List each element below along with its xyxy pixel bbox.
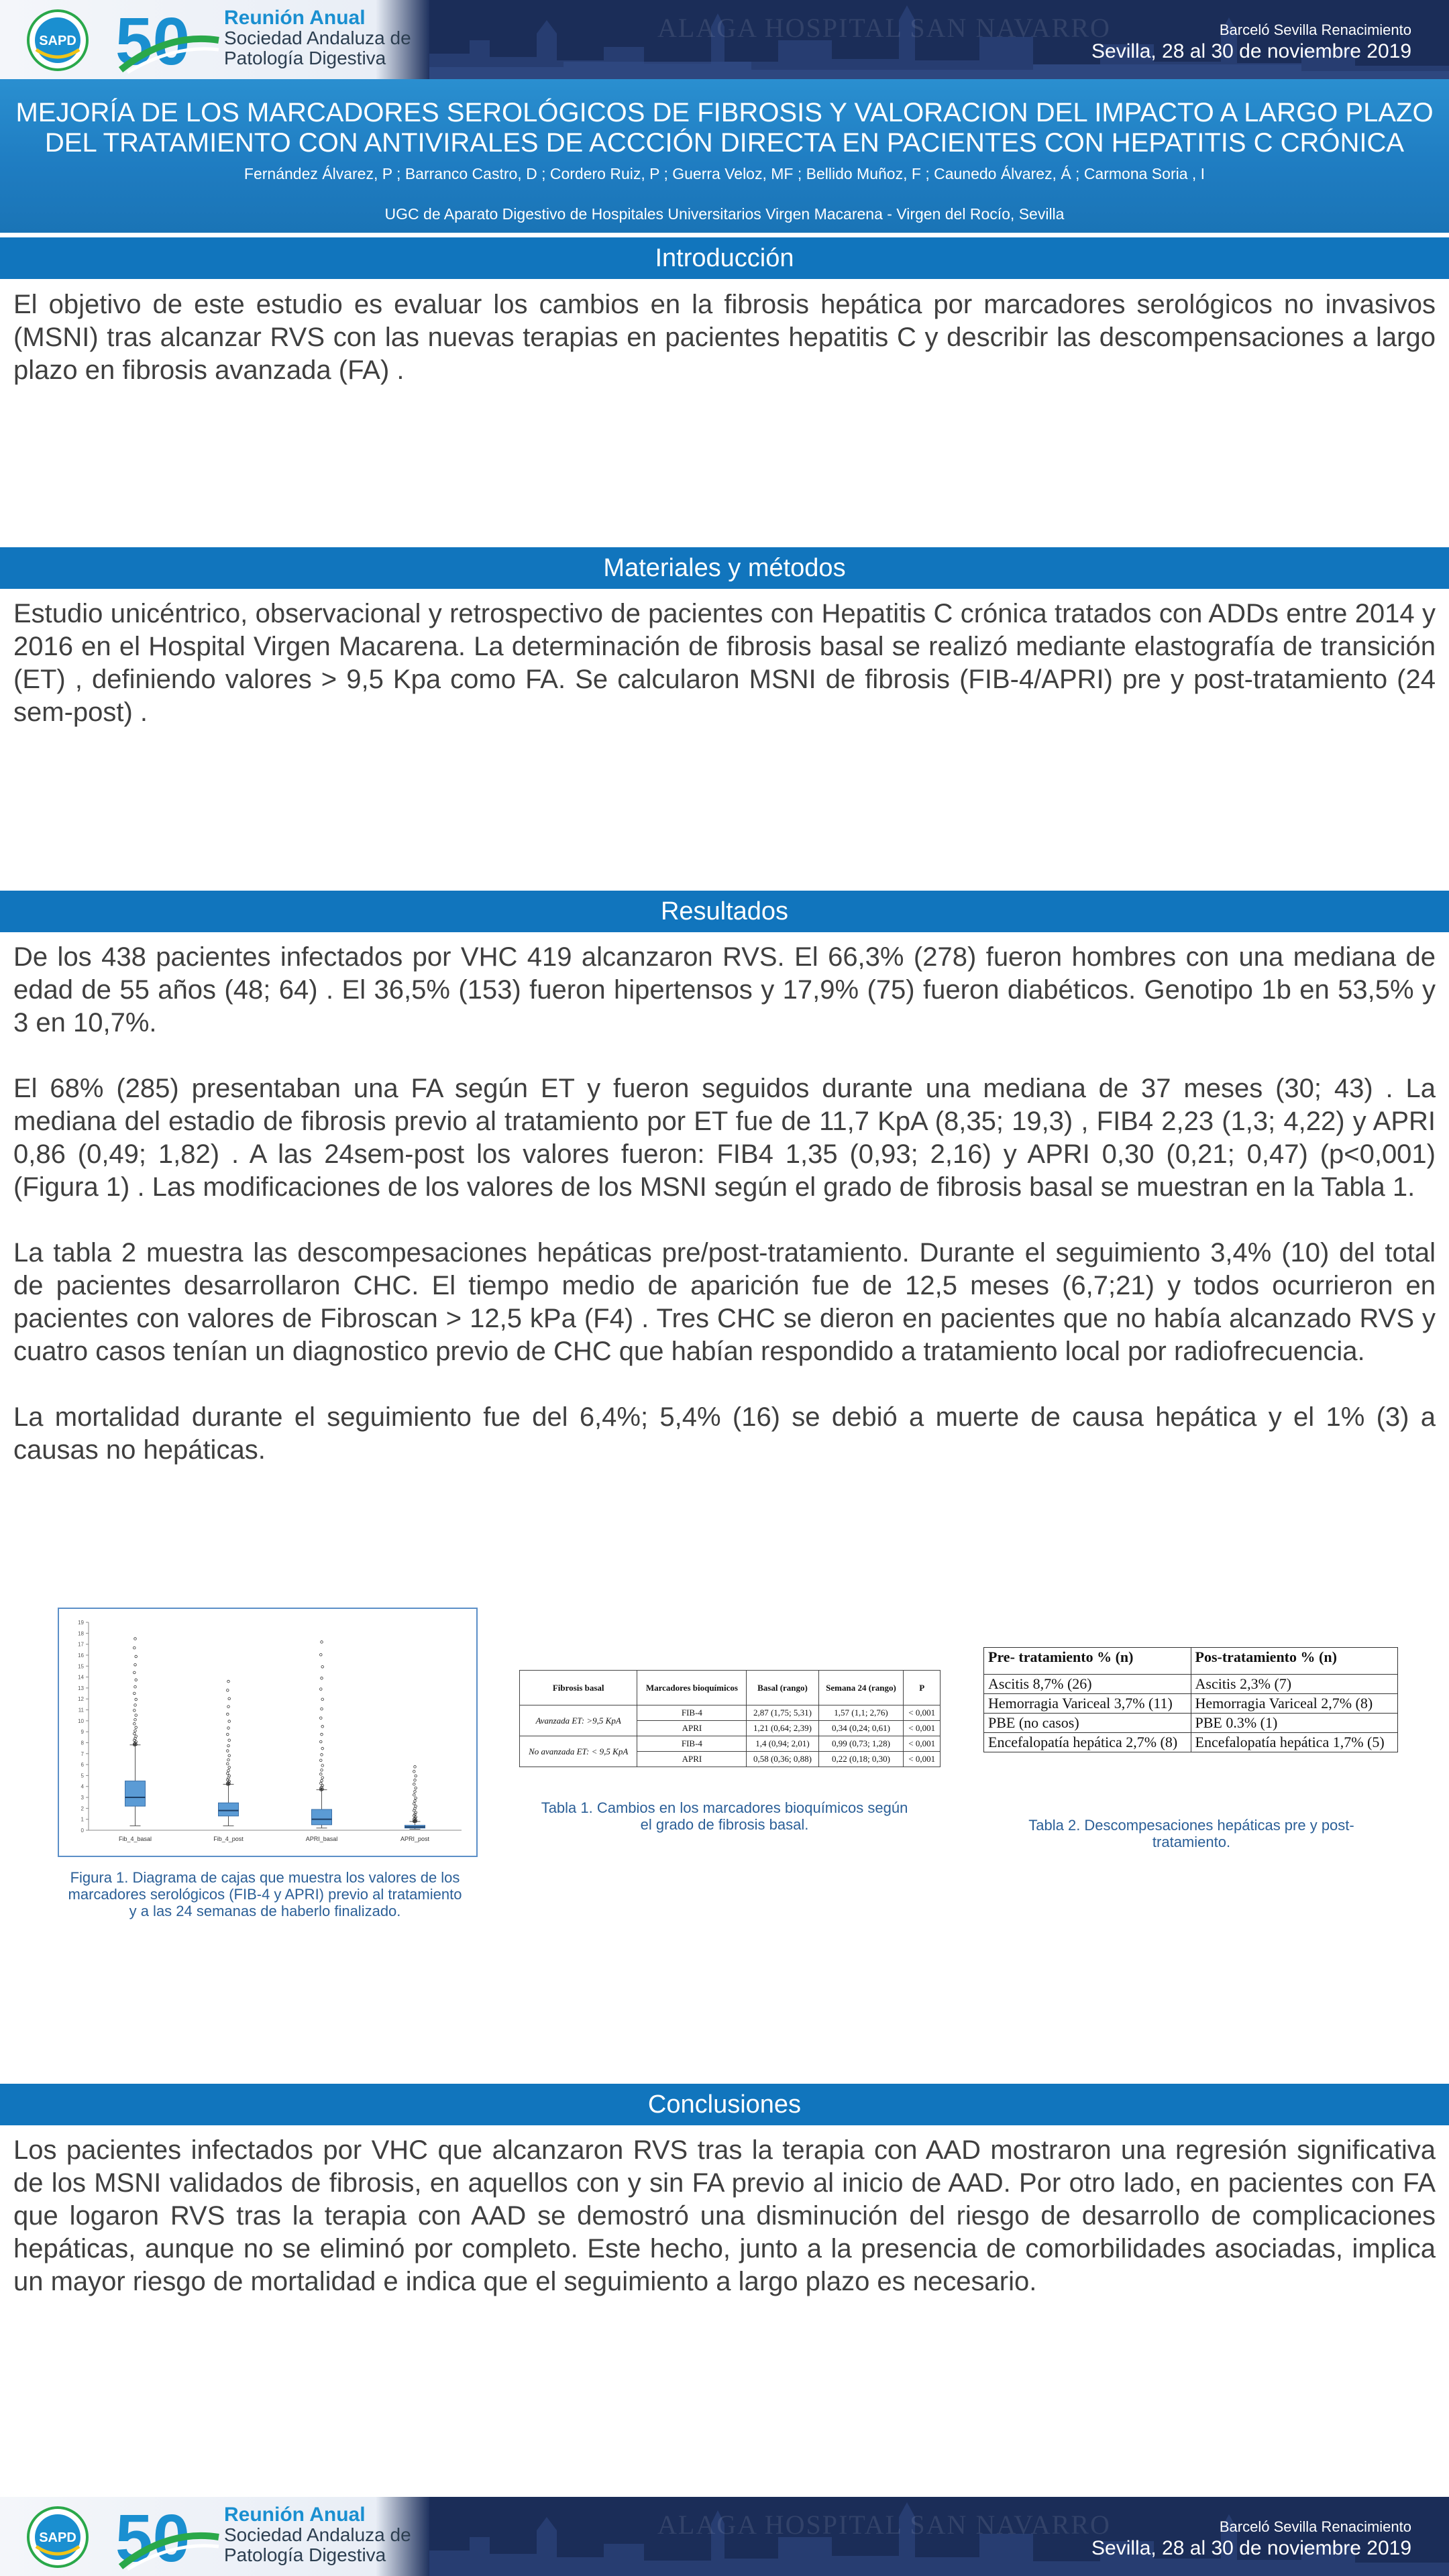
y-tick-label: 0: [80, 1828, 84, 1834]
table-cell: 0,99 (0,73; 1,28): [818, 1736, 904, 1752]
y-tick-label: 5: [80, 1773, 84, 1779]
outlier-point: [227, 1733, 229, 1736]
outlier-point: [227, 1689, 229, 1691]
logo-line-2: Sociedad Andaluza de: [224, 27, 411, 48]
x-category-label: Fib_4_basal: [118, 1836, 152, 1842]
outlier-point: [321, 1707, 323, 1710]
outlier-point: [415, 1775, 417, 1777]
outlier-point: [134, 1685, 137, 1688]
outlier-point: [413, 1783, 416, 1786]
outlier-point: [133, 1709, 136, 1712]
sapd-logo-icon: [27, 2506, 89, 2568]
section-heading-results: Resultados: [0, 891, 1449, 932]
outlier-point: [414, 1800, 417, 1803]
outlier-point: [320, 1740, 323, 1743]
table-1: [519, 1670, 941, 1767]
table-cell: FIB-4: [637, 1705, 747, 1721]
y-tick-label: 9: [80, 1729, 84, 1736]
table-cell: PBE 0.3% (1): [1191, 1714, 1398, 1733]
outlier-point: [414, 1766, 417, 1769]
outlier-point: [321, 1726, 324, 1728]
y-tick-label: 8: [80, 1740, 84, 1746]
table-cell: < 0,001: [904, 1736, 941, 1752]
outlier-point: [227, 1727, 230, 1730]
table-1-header-cell: Fibrosis basal: [520, 1671, 637, 1705]
figure-1-boxplot: [58, 1608, 478, 1857]
outlier-point: [321, 1698, 324, 1701]
table-2-header-row: [984, 1648, 1398, 1675]
outlier-point: [321, 1677, 323, 1680]
table-row: [984, 1675, 1398, 1694]
table-cell: 0,22 (0,18; 0,30): [818, 1752, 904, 1767]
table-1-header-cell: Basal (rango): [747, 1671, 818, 1705]
methods-paragraph: Estudio unicéntrico, observacional y retrospectivo de pacientes con Hepatitis C crónica tratados con ADDs entre 2014 y 2016 en el Hospital Virgen Macarena. La determinación de fibrosis basal se realizó mediante elastografía de transición (ET) , definiendo valores > 9,5 Kpa como FA. Se calcularon MSNI de fibrosis (FIB-4/APRI) pre y post-tratamiento (24 sem-post) .: [13, 599, 1436, 727]
outlier-point: [133, 1646, 136, 1649]
outlier-point: [228, 1775, 231, 1777]
outlier-point: [320, 1759, 323, 1762]
table-1-header-cell: Marcadores bioquímicos: [637, 1671, 747, 1705]
y-tick-label: 18: [78, 1630, 84, 1637]
outlier-point: [134, 1718, 137, 1721]
outlier-point: [228, 1739, 231, 1742]
outlier-point: [228, 1697, 231, 1700]
venue-info: [1091, 21, 1411, 63]
svg-text:50: 50: [115, 5, 191, 75]
table-1-group-label: Avanzada ET: >9,5 KpA: [520, 1705, 637, 1736]
table-cell: < 0,001: [904, 1752, 941, 1767]
table-cell: < 0,001: [904, 1705, 941, 1721]
table-cell: Ascitis 2,3% (7): [1191, 1675, 1398, 1694]
table-cell: FIB-4: [637, 1736, 747, 1752]
section-body-conclusions: [13, 2134, 1436, 2298]
table-cell: 1,57 (1,1; 2,76): [818, 1705, 904, 1721]
table-cell: 0,34 (0,24; 0,61): [818, 1721, 904, 1736]
outlier-point: [321, 1769, 323, 1771]
results-paragraph-3: La tabla 2 muestra las descompesaciones hepáticas pre/post-tratamiento. Durante el seguimiento 3,4% (10) del total de pacientes desarrollaron CHC. El tiempo medio de aparición fue de 12,5 meses (6,7;21) y todos ocurrieron en pacientes con valores de Fibroscan > 12,5 kPa (F4) . Tres CHC se dieron en pacientes que no había alcanzado RVS y cuatro casos tenían un diagnostico previo de CHC que habían respondido a tratamiento local por radiofrecuencia.: [13, 1238, 1436, 1366]
figure-1-caption: Figura 1. Diagrama de cajas que muestra los valores de los marcadores serológicos (FIB-4 y APRI) previo al tratamiento y a las 24 semanas de haberlo finalizado.: [68, 1869, 462, 1919]
venue-info: [1091, 2518, 1411, 2560]
table-cell: 2,87 (1,75; 5,31): [747, 1705, 818, 1721]
table-row: [984, 1733, 1398, 1752]
outlier-point: [227, 1750, 229, 1752]
table-1-header-row: [520, 1671, 941, 1705]
table-cell: Encefalopatía hepática 2,7% (8): [984, 1733, 1191, 1752]
table-row: [984, 1694, 1398, 1714]
outlier-point: [134, 1663, 137, 1666]
svg-text:SAPD: SAPD: [39, 34, 76, 48]
results-paragraph-2: El 68% (285) presentaban una FA según ET y fueron seguidos durante una mediana de 37 meses (30; 43) . La mediana del estadio de fibrosis previo al tratamiento por ET fue de 11,7 KpA (8,35; 19,3) , FIB4 2,23 (1,3; 4,22) y APRI 0,86 (0,49; 1,82) . A las 24sem-post los valores fueron: FIB4 1,35 (0,93; 2,16) y APRI 0,30 (0,21; 0,47) (p<0,001) (Figura 1) . Las modificaciones de los valores de los MSNI según el grado de fibrosis basal se muestran en la Tabla 1.: [13, 1074, 1436, 1202]
venue-name: Barceló Sevilla Renacimiento: [1219, 2518, 1411, 2535]
outlier-point: [228, 1766, 231, 1769]
section-heading-conclusions: Conclusiones: [0, 2084, 1449, 2125]
poster-affiliation: UGC de Aparato Digestivo de Hospitales Universitarios Virgen Macarena - Virgen del Rocío, Sevilla: [384, 205, 1065, 223]
x-category-label: APRI_basal: [305, 1836, 338, 1842]
table-row: [984, 1714, 1398, 1733]
x-category-label: APRI_post: [400, 1836, 430, 1842]
outlier-point: [135, 1655, 138, 1658]
outlier-point: [134, 1730, 137, 1732]
anniversary-50-logo-icon: [114, 5, 221, 75]
table-cell: 0,58 (0,36; 0,88): [747, 1752, 818, 1767]
banner-ghost-text: ALAGA HOSPITAL SAN NAVARRO: [657, 2510, 1111, 2540]
table-2-caption: Tabla 2. Descompesaciones hepáticas pre y post-tratamiento.: [1028, 1817, 1354, 1850]
outlier-point: [227, 1769, 230, 1772]
svg-text:SAPD: SAPD: [39, 2530, 76, 2545]
outlier-point: [321, 1665, 324, 1668]
y-tick-label: 10: [78, 1718, 84, 1724]
results-paragraph-1: De los 438 pacientes infectados por VHC 419 alcanzaron RVS. El 66,3% (278) fueron hombres con una mediana de edad de 55 años (48; 64) . El 36,5% (153) fueron hipertensos y 17,9% (75) fueron diabéticos. Genotipo 1b en 53,5% y 3 en 10,7%.: [13, 942, 1436, 1038]
outlier-point: [227, 1713, 229, 1716]
x-category-label: Fib_4_post: [213, 1836, 244, 1842]
congress-logo-text: [224, 8, 411, 68]
anniversary-50-logo-icon: [114, 2502, 221, 2572]
outlier-point: [227, 1758, 230, 1761]
boxplot-chart: [59, 1609, 476, 1856]
table-cell: PBE (no casos): [984, 1714, 1191, 1733]
y-tick-label: 1: [80, 1816, 84, 1823]
outlier-point: [227, 1762, 229, 1765]
outlier-point: [320, 1688, 323, 1691]
y-tick-label: 14: [78, 1674, 84, 1681]
table-1-header-cell: Semana 24 (rango): [818, 1671, 904, 1705]
venue-dates: Sevilla, 28 al 30 de noviembre 2019: [1091, 2537, 1411, 2559]
outlier-point: [133, 1671, 136, 1674]
y-tick-label: 7: [80, 1750, 84, 1757]
y-tick-label: 12: [78, 1696, 84, 1703]
y-tick-label: 15: [78, 1663, 84, 1670]
congress-logo-text: [224, 2505, 411, 2565]
outlier-point: [227, 1680, 230, 1683]
table-2: [983, 1647, 1398, 1752]
logo-line-2: Sociedad Andaluza de: [224, 2524, 411, 2545]
table-2-header-cell: Pre- tratamiento % (n): [984, 1648, 1191, 1675]
y-tick-label: 16: [78, 1652, 84, 1659]
outlier-point: [134, 1638, 137, 1640]
y-tick-label: 19: [78, 1620, 84, 1626]
outlier-point: [135, 1679, 138, 1681]
outlier-point: [321, 1641, 323, 1644]
outlier-point: [321, 1765, 324, 1767]
outlier-point: [413, 1803, 416, 1805]
outlier-point: [135, 1714, 138, 1717]
outlier-point: [321, 1733, 323, 1736]
table-cell: APRI: [637, 1752, 747, 1767]
table-cell: < 0,001: [904, 1721, 941, 1736]
outlier-point: [133, 1692, 136, 1695]
results-paragraph-4: La mortalidad durante el seguimiento fue del 6,4%; 5,4% (16) se debió a muerte de causa hepática y el 1% (3) a causas no hepáticas.: [13, 1402, 1436, 1465]
intro-paragraph: El objetivo de este estudio es evaluar los cambios en la fibrosis hepática por marcadores serológicos no invasivos (MSNI) tras alcanzar RVS con las nuevas terapias en pacientes hepatitis C y describir las descompensaciones a largo plazo en fibrosis avanzada (FA) .: [13, 290, 1436, 385]
section-body-methods: [13, 598, 1436, 729]
outlier-point: [414, 1791, 417, 1793]
poster-authors: Fernández Álvarez, P ; Barranco Castro, D ; Cordero Ruiz, P ; Guerra Veloz, MF ; Bellido Muñoz, F ; Caunedo Álvarez, Á ; Carmona Soria , I: [244, 165, 1205, 182]
section-heading-intro: Introducción: [0, 237, 1449, 279]
table-1-header-cell: P: [904, 1671, 941, 1705]
y-tick-label: 17: [78, 1641, 84, 1648]
outlier-point: [321, 1747, 324, 1750]
banner-ghost-text: ALAGA HOSPITAL SAN NAVARRO: [657, 13, 1111, 43]
y-tick-label: 6: [80, 1762, 84, 1769]
outlier-point: [415, 1805, 417, 1807]
table-cell: 1,21 (0,64; 2,39): [747, 1721, 818, 1736]
logo-line-3: Patología Digestiva: [224, 48, 386, 68]
outlier-point: [320, 1773, 323, 1776]
outlier-point: [415, 1797, 417, 1799]
outlier-point: [133, 1722, 136, 1725]
table-row: [520, 1736, 941, 1752]
section-body-intro: [13, 288, 1436, 387]
table-1-caption: Tabla 1. Cambios en los marcadores bioquímicos según el grado de fibrosis basal.: [541, 1799, 908, 1833]
table-cell: Ascitis 8,7% (26): [984, 1675, 1191, 1694]
y-tick-label: 2: [80, 1805, 84, 1812]
y-tick-label: 3: [80, 1795, 84, 1801]
outlier-point: [321, 1754, 323, 1756]
y-tick-label: 11: [78, 1707, 84, 1714]
table-cell: Hemorragia Variceal 2,7% (8): [1191, 1694, 1398, 1714]
outlier-point: [227, 1772, 229, 1775]
outlier-point: [413, 1771, 416, 1773]
table-1-group-label: No avanzada ET: < 9,5 KpA: [520, 1736, 637, 1767]
outlier-point: [321, 1779, 323, 1782]
outlier-point: [227, 1705, 230, 1708]
outlier-point: [320, 1717, 323, 1720]
table-cell: APRI: [637, 1721, 747, 1736]
y-tick-label: 4: [80, 1783, 84, 1790]
outlier-point: [320, 1782, 323, 1785]
outlier-point: [413, 1794, 416, 1797]
section-heading-methods: Materiales y métodos: [0, 547, 1449, 589]
table-cell: 1,4 (0,94; 2,01): [747, 1736, 818, 1752]
outlier-point: [135, 1735, 138, 1738]
sapd-logo-icon: [27, 9, 89, 71]
poster-header: [0, 79, 1449, 233]
conclusions-paragraph: Los pacientes infectados por VHC que alcanzaron RVS tras la terapia con AAD mostraron una regresión significativa de los MSNI validados de fibrosis, en aquellos con y sin FA previo al inicio de AAD. Por otro lado, en pacientes con FA que logaron RVS tras la terapia con AAD se demostró una disminución del riesgo de desarrollo de complicaciones hepáticas, aunque no se eliminó por completo. Este hecho, junto a la presencia de comorbilidades asociadas, implica un mayor riesgo de mortalidad e indica que el seguimiento a largo plazo es necesario.: [13, 2135, 1436, 2296]
table-cell: Hemorragia Variceal 3,7% (11): [984, 1694, 1191, 1714]
outlier-point: [415, 1787, 417, 1789]
outlier-point: [227, 1744, 230, 1747]
section-body-results: [13, 941, 1436, 1467]
poster-title: MEJORÍA DE LOS MARCADORES SEROLÓGICOS DE FIBROSIS Y VALORACION DEL IMPACTO A LARGO PLAZO DEL TRATAMIENTO CON ANTIVIRALES DE ACCCIÓN DIRECTA EN PACIENTES CON HEPATITIS C CRÓNICA: [15, 98, 1434, 158]
logo-line-3: Patología Digestiva: [224, 2544, 386, 2565]
outlier-point: [321, 1777, 324, 1779]
table-cell: Encefalopatía hepática 1,7% (5): [1191, 1733, 1398, 1752]
table-2-header-cell: Pos-tratamiento % (n): [1191, 1648, 1398, 1675]
outlier-point: [135, 1698, 138, 1701]
logo-line-1: Reunión Anual: [224, 2504, 366, 2526]
y-tick-label: 13: [78, 1685, 84, 1691]
venue-dates: Sevilla, 28 al 30 de noviembre 2019: [1091, 40, 1411, 62]
box-Fib_4_post: [219, 1803, 239, 1816]
box-Fib_4_basal: [125, 1781, 146, 1807]
outlier-point: [135, 1726, 138, 1729]
outlier-point: [414, 1779, 417, 1782]
box-APRI_basal: [312, 1809, 332, 1825]
outlier-point: [320, 1653, 323, 1656]
logo-line-1: Reunión Anual: [224, 7, 366, 29]
outlier-point: [134, 1704, 137, 1707]
outlier-point: [228, 1720, 231, 1723]
svg-text:50: 50: [115, 2502, 191, 2572]
top-banner: [0, 0, 1449, 79]
outlier-point: [228, 1754, 231, 1757]
outlier-point: [133, 1732, 136, 1735]
venue-name: Barceló Sevilla Renacimiento: [1219, 21, 1411, 38]
bottom-banner: [0, 2497, 1449, 2576]
table-row: [520, 1705, 941, 1721]
